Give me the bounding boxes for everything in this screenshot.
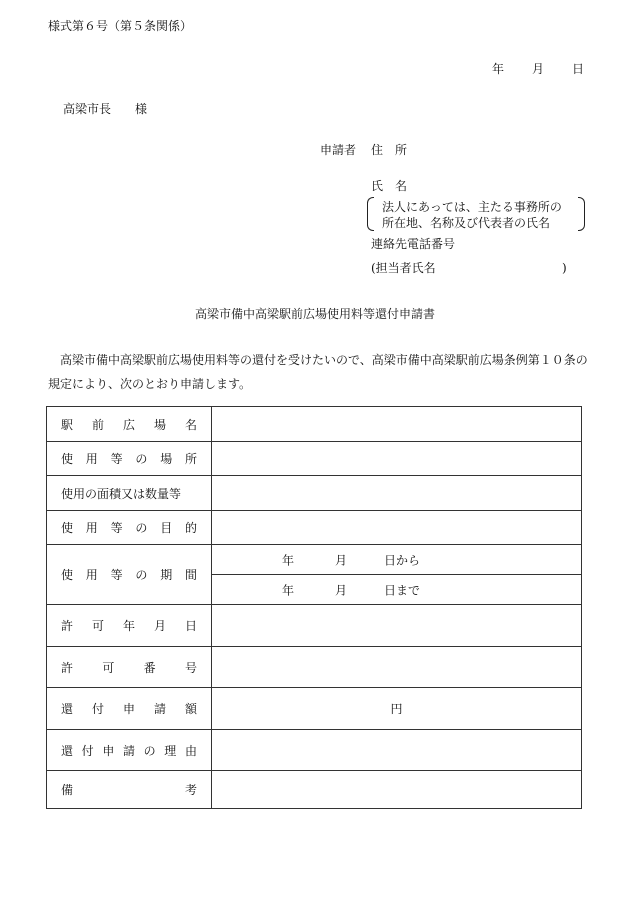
table-row [47,605,582,647]
period-start-day: 日から [384,553,421,567]
label-char: 前 [91,417,104,432]
left-bracket [367,197,374,231]
label-char: 可 [102,660,115,675]
label-text [61,450,197,467]
label-char: 所 [184,452,197,466]
label-char: の [135,452,148,466]
note-line-2: 所在地、名称及び代表者の氏名 [382,216,551,230]
label-char: 使 [61,568,74,582]
label-char: 付 [81,743,94,758]
label-char: 用 [85,521,98,535]
refund-reason-value[interactable] [212,730,582,771]
contact-person-close: ) [562,261,567,275]
label-char: 申 [122,702,135,716]
refund-amount-value[interactable] [212,688,582,730]
label-char: 理 [164,743,177,758]
use-purpose-label [47,511,212,545]
table-row [47,688,582,730]
label-char: 場 [153,417,166,432]
label-char: の [143,743,156,758]
label-char: 月 [153,619,166,633]
label-char: 号 [184,660,197,675]
permit-number-value[interactable] [212,647,582,688]
label-text [61,700,197,717]
period-end-day: 日まで [384,583,421,597]
period-start-month: 月 [335,553,348,567]
date-day-label: 日 [572,62,585,76]
label-char: 付 [91,702,104,716]
label-char: 目 [160,521,173,535]
label-char: 番 [143,660,156,675]
form-number: 様式第６号（第５条関係） [48,19,193,33]
table-row [47,647,582,688]
table-row [47,730,582,771]
label-char: 等 [110,452,123,466]
applicant-label: 申請者 [320,143,357,157]
label-char: の [135,568,148,582]
label-text [61,742,197,759]
address-label: 住 所 [371,143,408,157]
addressee: 高梁市長 様 [63,102,148,116]
right-bracket [578,197,585,231]
label-char: 場 [160,452,173,466]
permit-date-label [47,605,212,647]
label-char: 由 [184,743,197,758]
label-char: 請 [153,702,166,716]
use-purpose-value[interactable] [212,511,582,545]
corporate-note [367,197,585,231]
label-text: 使用の面積又は数量等 [61,486,182,501]
label-char: 額 [184,702,197,716]
label-text [61,617,197,634]
label-char: 請 [122,743,135,758]
label-char: 日 [184,619,197,633]
period-end[interactable] [212,575,582,605]
label-text [61,416,197,433]
note-line-1: 法人にあっては、主たる事務所の [382,200,562,214]
table-row [47,511,582,545]
station-plaza-name-value[interactable] [212,407,582,442]
remarks-right-char: 考 [184,783,197,797]
label-char: 広 [122,417,135,432]
period-start[interactable] [212,545,582,575]
use-location-label [47,442,212,476]
body-text: 高梁市備中高梁駅前広場使用料等の還付を受けたいので、高梁市備中高梁駅前広場条例第１０条の規定により、次のとおり申請します。 [48,353,588,391]
use-period-label [47,545,212,605]
refund-amount-label [47,688,212,730]
label-char: 使 [61,521,74,535]
area-quantity-value[interactable] [212,476,582,511]
refund-reason-label [47,730,212,771]
label-char: 申 [102,743,115,758]
label-char: 用 [85,452,98,466]
label-char: 期 [160,568,173,582]
label-char: 用 [85,568,98,582]
label-text [61,566,197,583]
table-row [47,442,582,476]
label-char: 使 [61,452,74,466]
label-char: 還 [61,702,74,716]
area-quantity-label [47,476,212,511]
label-char: 年 [122,619,135,633]
use-location-value[interactable] [212,442,582,476]
remarks-value[interactable] [212,771,582,809]
period-end-year: 年 [282,583,295,597]
remarks-left-char: 備 [61,783,74,797]
name-label: 氏 名 [371,179,408,193]
label-char: 許 [61,660,74,675]
date-month-label: 月 [532,62,545,76]
label-char: 許 [61,619,74,633]
label-text [61,659,197,676]
yen-unit: 円 [390,702,403,716]
label-char: 名 [184,417,197,432]
remarks-label [47,771,212,809]
label-char: 等 [110,568,123,582]
permit-number-label [47,647,212,688]
date-year-label: 年 [492,62,505,76]
table-row [47,771,582,809]
period-end-month: 月 [335,583,348,597]
label-char: の [135,521,148,535]
station-plaza-name-label [47,407,212,442]
label-char: 可 [91,619,104,633]
label-char: 間 [184,568,197,582]
table-row [47,545,582,575]
permit-date-value[interactable] [212,605,582,647]
table-row [47,476,582,511]
table-row [47,407,582,442]
label-char: 駅 [61,417,74,432]
document-title: 高梁市備中高梁駅前広場使用料等還付申請書 [194,307,435,321]
label-char: 的 [184,521,197,535]
label-char: 等 [110,521,123,535]
label-char: 還 [61,743,74,758]
contact-person-label: (担当者氏名 [371,261,436,275]
label-text [61,519,197,536]
label-text [61,781,197,798]
application-table [46,406,582,809]
phone-label: 連絡先電話番号 [371,237,456,251]
period-start-year: 年 [282,553,295,567]
